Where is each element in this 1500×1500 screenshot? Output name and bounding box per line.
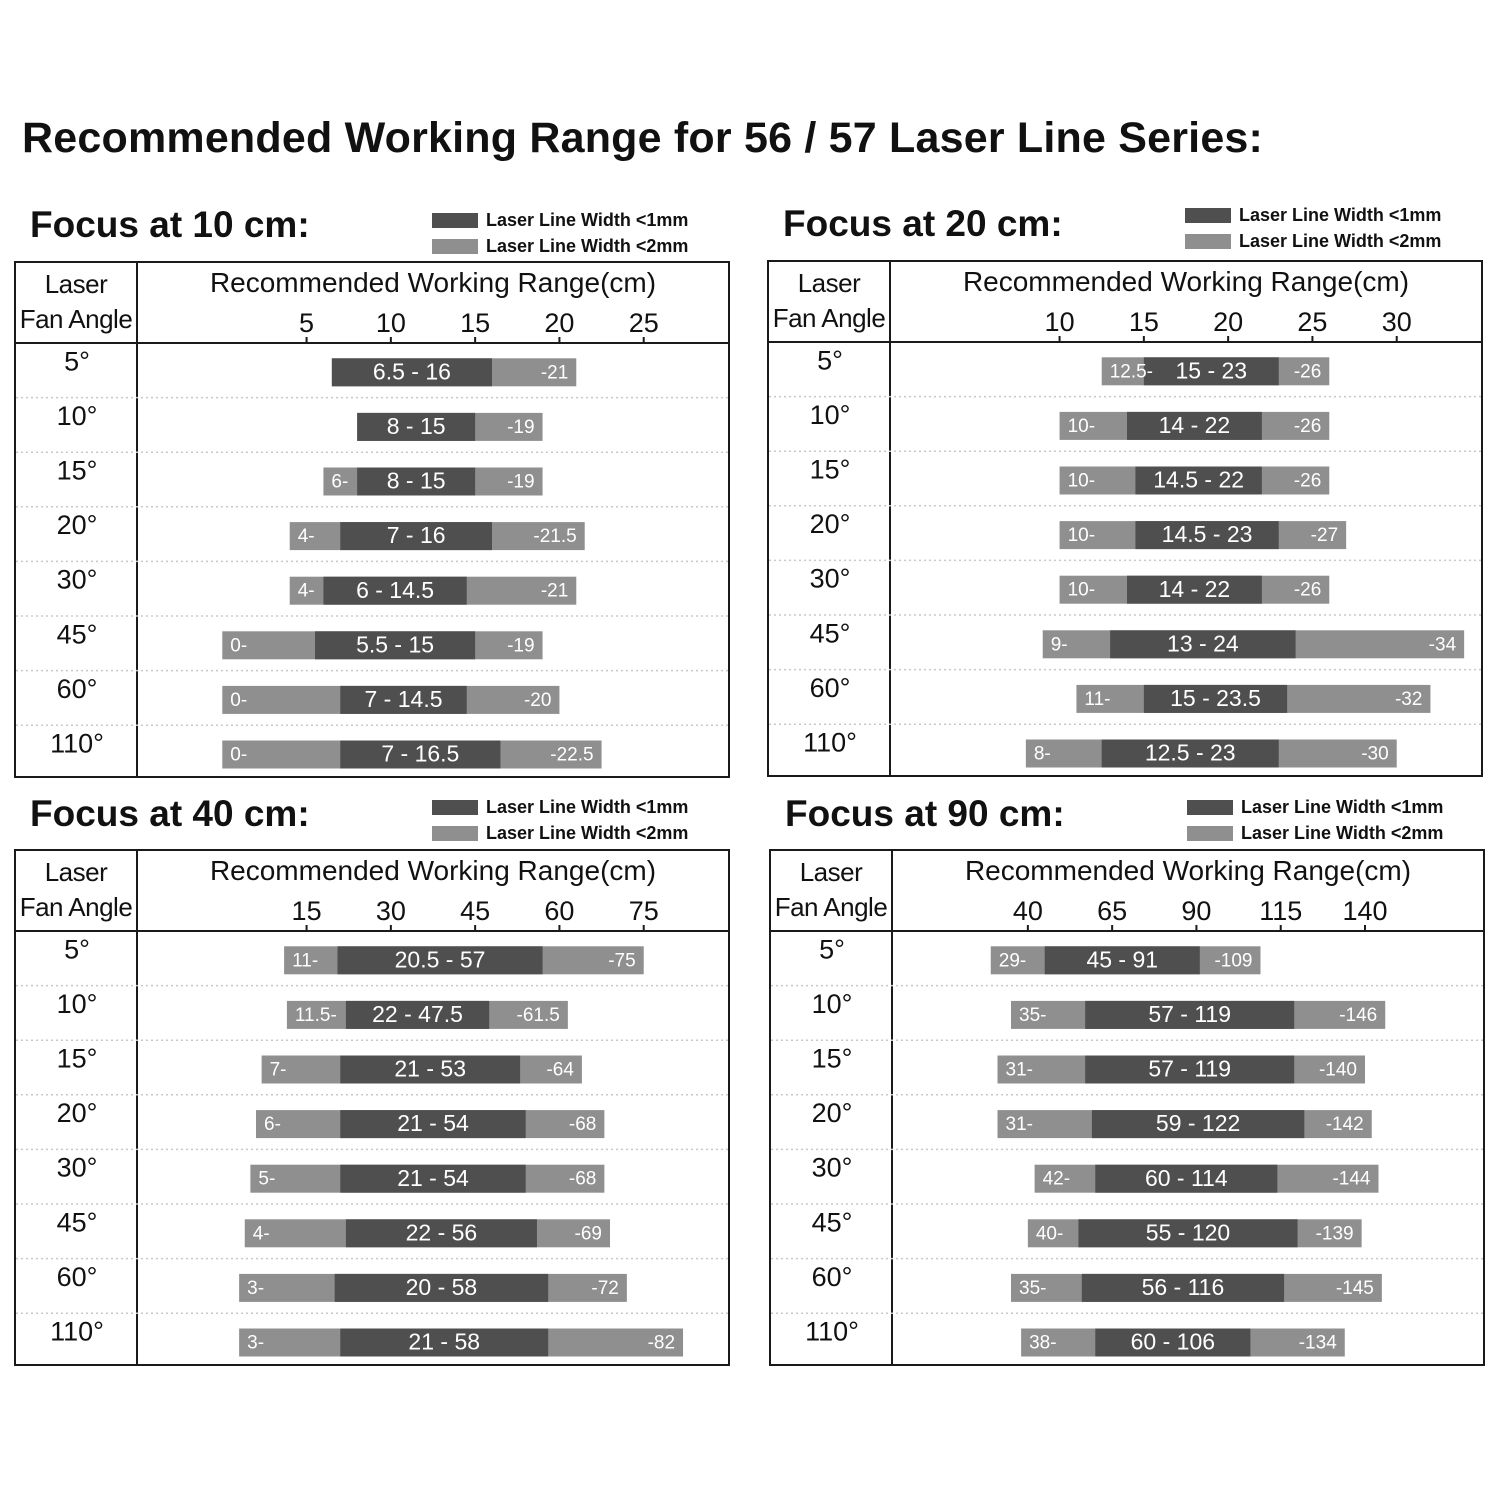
panel-title: Focus at 90 cm: xyxy=(785,793,1065,834)
bar-end-label: -19 xyxy=(507,416,535,438)
x-tick-label: 15 xyxy=(291,896,322,926)
chart-plot xyxy=(16,263,728,776)
x-axis-title: Recommended Working Range(cm) xyxy=(209,855,657,886)
bar-range-label: 14.5 - 23 xyxy=(1161,521,1253,548)
legend-label-wide: Laser Line Width <2mm xyxy=(486,823,689,843)
row-angle-label: 110° xyxy=(805,1316,859,1347)
legend-label-narrow: Laser Line Width <1mm xyxy=(1241,797,1444,817)
bar-start-label: 12.5- xyxy=(1109,361,1154,383)
bar-range-label: 57 - 119 xyxy=(1148,1000,1232,1027)
x-tick-label: 25 xyxy=(1297,307,1328,337)
x-tick-label: 10 xyxy=(375,308,406,338)
bar-start-label: 40- xyxy=(1035,1223,1064,1245)
column-header-line2: Fan Angle xyxy=(19,304,133,334)
bar-start-label: 38- xyxy=(1029,1332,1057,1354)
bar-end-label: -21 xyxy=(540,362,569,384)
row-angle-label: 110° xyxy=(50,728,104,759)
x-tick-label: 25 xyxy=(628,308,659,338)
row-angle-label: 110° xyxy=(50,1316,104,1347)
x-tick-label: 65 xyxy=(1097,896,1128,926)
bar-end-label: -22.5 xyxy=(550,744,594,766)
column-header-line2: Fan Angle xyxy=(19,892,133,922)
row-angle-label: 60° xyxy=(56,1261,98,1292)
bar-end-label: -64 xyxy=(546,1059,574,1081)
legend-swatch-wide xyxy=(1185,234,1231,249)
bar-range-label: 60 - 106 xyxy=(1130,1328,1216,1355)
bar-start-label: 4- xyxy=(252,1223,270,1245)
x-tick-label: 20 xyxy=(1213,307,1244,337)
chart-box xyxy=(769,849,1485,1366)
bar-end-label: -26 xyxy=(1293,470,1322,492)
bar-start-label: 8- xyxy=(1033,743,1051,765)
bar-start-label: 42- xyxy=(1042,1168,1071,1190)
bar-range-label: 13 - 24 xyxy=(1167,630,1239,657)
bar-start-label: 7- xyxy=(269,1059,287,1081)
bar-range-label: 60 - 114 xyxy=(1144,1164,1228,1191)
legend-label-wide: Laser Line Width <2mm xyxy=(1239,231,1442,251)
bar-range-label: 21 - 54 xyxy=(397,1110,469,1137)
row-angle-label: 110° xyxy=(803,727,857,758)
bar-range-label: 57 - 119 xyxy=(1148,1055,1232,1082)
bar-range-label: 55 - 120 xyxy=(1145,1219,1231,1246)
bar-end-label: -32 xyxy=(1394,688,1423,710)
bar-start-label: 35- xyxy=(1019,1277,1047,1299)
panel-title: Focus at 40 cm: xyxy=(30,793,310,834)
x-tick-label: 15 xyxy=(460,308,491,338)
row-angle-label: 60° xyxy=(56,673,98,704)
bar-end-label: -75 xyxy=(608,950,636,972)
row-angle-label: 10° xyxy=(56,988,98,1019)
bar-start-label: 9- xyxy=(1050,634,1068,656)
bar-range-label: 14.5 - 22 xyxy=(1153,466,1245,493)
bar-end-label: -69 xyxy=(574,1223,602,1245)
legend-swatch-narrow xyxy=(432,213,478,228)
bar-start-label: 0- xyxy=(230,744,248,766)
row-angle-label: 20° xyxy=(811,1098,853,1129)
bar-start-label: 10- xyxy=(1067,579,1096,601)
bar-end-label: -145 xyxy=(1335,1277,1374,1299)
row-angle-label: 10° xyxy=(809,399,851,430)
bar-range-label: 5.5 - 15 xyxy=(356,631,435,658)
row-angle-label: 45° xyxy=(809,618,851,649)
bar-range-label: 59 - 122 xyxy=(1155,1110,1241,1137)
bar-start-label: 10- xyxy=(1067,470,1096,492)
row-angle-label: 45° xyxy=(56,619,98,650)
x-tick-label: 5 xyxy=(299,308,315,338)
bar-range-label: 15 - 23 xyxy=(1175,357,1248,384)
row-angle-label: 15° xyxy=(809,454,851,485)
column-header-line1: Laser xyxy=(44,857,108,887)
row-angle-label: 5° xyxy=(819,934,845,965)
bar-start-label: 35- xyxy=(1019,1004,1047,1026)
bar-end-label: -82 xyxy=(647,1332,676,1354)
bar-start-label: 4- xyxy=(297,526,315,548)
bar-start-label: 6- xyxy=(264,1114,281,1136)
bar-range-label: 7 - 14.5 xyxy=(364,685,443,712)
bar-range-label: 6 - 14.5 xyxy=(356,576,435,603)
bar-start-label: 31- xyxy=(1005,1059,1033,1081)
bar-start-label: 3- xyxy=(247,1277,265,1299)
bar-range-label: 7 - 16 xyxy=(386,522,446,549)
bar-range-label: 21 - 53 xyxy=(394,1055,466,1082)
bar-end-label: -109 xyxy=(1214,950,1253,972)
x-tick-label: 30 xyxy=(375,896,406,926)
bar-range-label: 22 - 56 xyxy=(405,1219,478,1246)
legend-label-narrow: Laser Line Width <1mm xyxy=(486,210,689,230)
row-angle-label: 20° xyxy=(56,510,98,541)
bar-end-label: -61.5 xyxy=(516,1004,560,1026)
chart-plot xyxy=(769,262,1481,775)
row-angle-label: 30° xyxy=(56,564,98,595)
chart-plot xyxy=(16,851,728,1364)
bar-start-label: 0- xyxy=(230,689,248,711)
bar-start-label: 6- xyxy=(331,471,349,493)
bar-range-label: 6.5 - 16 xyxy=(372,358,451,385)
bar-end-label: -134 xyxy=(1298,1332,1337,1354)
bar-start-label: 5- xyxy=(258,1168,276,1190)
x-tick-label: 90 xyxy=(1181,896,1212,926)
bar-end-label: -72 xyxy=(591,1277,619,1299)
bar-start-label: 11- xyxy=(1084,688,1111,710)
bar-end-label: -68 xyxy=(568,1168,597,1190)
row-angle-label: 20° xyxy=(56,1098,98,1129)
bar-end-label: -140 xyxy=(1318,1059,1357,1081)
bar-end-label: -142 xyxy=(1325,1114,1364,1136)
bar-range-label: 22 - 47.5 xyxy=(372,1000,463,1027)
bar-range-label: 8 - 15 xyxy=(386,412,446,439)
x-tick-label: 10 xyxy=(1044,307,1075,337)
bar-end-label: -21 xyxy=(540,580,569,602)
row-angle-label: 5° xyxy=(64,934,90,965)
bar-start-label: 31- xyxy=(1005,1114,1033,1136)
bar-end-label: -146 xyxy=(1339,1004,1378,1026)
chart-panel-focus-40cm xyxy=(14,793,730,1383)
bar-end-label: -26 xyxy=(1293,579,1322,601)
bar-end-label: -20 xyxy=(523,689,552,711)
bar-end-label: -19 xyxy=(507,635,535,657)
bar-end-label: -26 xyxy=(1293,361,1322,383)
bar-start-label: 11.5- xyxy=(294,1004,337,1026)
row-angle-label: 45° xyxy=(811,1207,853,1238)
x-axis-title: Recommended Working Range(cm) xyxy=(209,267,657,298)
legend-swatch-narrow xyxy=(432,800,478,815)
bar-range-label: 21 - 54 xyxy=(397,1164,469,1191)
bar-range-label: 12.5 - 23 xyxy=(1144,739,1236,766)
chart-box xyxy=(14,261,730,778)
bar-end-label: -34 xyxy=(1428,634,1457,656)
x-axis-title: Recommended Working Range(cm) xyxy=(964,855,1412,886)
x-tick-label: 40 xyxy=(1012,896,1043,926)
row-angle-label: 15° xyxy=(811,1043,853,1074)
column-header-line2: Fan Angle xyxy=(772,303,886,333)
chart-box xyxy=(14,849,730,1366)
chart-panel-focus-10cm xyxy=(14,204,730,794)
row-angle-label: 10° xyxy=(56,400,98,431)
row-angle-label: 15° xyxy=(56,1043,98,1074)
bar-end-label: -144 xyxy=(1332,1168,1371,1190)
legend-label-narrow: Laser Line Width <1mm xyxy=(1239,205,1442,225)
bar-start-label: 10- xyxy=(1067,415,1096,437)
row-angle-label: 60° xyxy=(809,672,851,703)
row-angle-label: 30° xyxy=(811,1152,853,1183)
chart-plot xyxy=(771,851,1483,1364)
bar-end-label: -30 xyxy=(1361,743,1389,765)
bar-range-label: 20.5 - 57 xyxy=(394,946,486,973)
x-tick-label: 115 xyxy=(1259,896,1303,926)
chart-panel-focus-90cm xyxy=(769,793,1485,1383)
panel-title: Focus at 20 cm: xyxy=(783,203,1063,244)
bar-end-label: -21.5 xyxy=(533,526,577,548)
legend-label-wide: Laser Line Width <2mm xyxy=(1241,823,1444,843)
page-title: Recommended Working Range for 56 / 57 Laser Line Series: xyxy=(22,114,1264,162)
bar-start-label: 0- xyxy=(230,635,248,657)
row-angle-label: 45° xyxy=(56,1207,98,1238)
bar-range-label: 14 - 22 xyxy=(1158,411,1231,438)
legend-swatch-narrow xyxy=(1187,800,1233,815)
bar-start-label: 4- xyxy=(297,580,315,602)
x-tick-label: 140 xyxy=(1342,896,1388,926)
legend-label-narrow: Laser Line Width <1mm xyxy=(486,797,689,817)
x-axis-title: Recommended Working Range(cm) xyxy=(962,266,1410,297)
column-header-line1: Laser xyxy=(797,268,861,298)
bar-start-label: 29- xyxy=(998,950,1027,972)
bar-end-label: -26 xyxy=(1293,415,1322,437)
bar-range-label: 7 - 16.5 xyxy=(381,740,460,767)
legend-swatch-wide xyxy=(1187,826,1233,841)
x-tick-label: 15 xyxy=(1128,307,1159,337)
bar-end-label: -139 xyxy=(1315,1223,1354,1245)
legend-swatch-wide xyxy=(432,239,478,254)
x-tick-label: 75 xyxy=(628,896,659,926)
row-angle-label: 30° xyxy=(56,1152,98,1183)
column-header-line1: Laser xyxy=(44,269,108,299)
bar-range-label: 20 - 58 xyxy=(405,1273,478,1300)
chart-box xyxy=(767,260,1483,777)
legend-label-wide: Laser Line Width <2mm xyxy=(486,236,689,256)
bar-range-label: 8 - 15 xyxy=(386,467,446,494)
x-tick-label: 45 xyxy=(460,896,491,926)
column-header-line2: Fan Angle xyxy=(774,892,888,922)
bar-range-label: 14 - 22 xyxy=(1158,575,1231,602)
bar-range-label: 45 - 91 xyxy=(1086,946,1159,973)
bar-range-label: 21 - 58 xyxy=(408,1328,481,1355)
x-tick-label: 20 xyxy=(544,308,575,338)
bar-end-label: -68 xyxy=(568,1114,597,1136)
legend-swatch-wide xyxy=(432,826,478,841)
row-angle-label: 20° xyxy=(809,509,851,540)
bar-start-label: 10- xyxy=(1067,525,1096,547)
bar-end-label: -19 xyxy=(507,471,535,493)
bar-start-label: 11- xyxy=(292,950,319,972)
bar-range-label: 15 - 23.5 xyxy=(1170,684,1261,711)
bar-end-label: -27 xyxy=(1310,525,1339,547)
bar-start-label: 3- xyxy=(247,1332,265,1354)
legend-swatch-narrow xyxy=(1185,208,1231,223)
panel-title: Focus at 10 cm: xyxy=(30,204,310,245)
row-angle-label: 30° xyxy=(809,563,851,594)
row-angle-label: 5° xyxy=(64,346,90,377)
chart-panel-focus-20cm xyxy=(767,203,1483,793)
row-angle-label: 5° xyxy=(817,345,843,376)
row-angle-label: 15° xyxy=(56,455,98,486)
column-header-line1: Laser xyxy=(799,857,863,887)
row-angle-label: 60° xyxy=(811,1261,853,1292)
bar-range-label: 56 - 116 xyxy=(1141,1273,1225,1300)
x-tick-label: 60 xyxy=(544,896,575,926)
row-angle-label: 10° xyxy=(811,988,853,1019)
x-tick-label: 30 xyxy=(1381,307,1412,337)
